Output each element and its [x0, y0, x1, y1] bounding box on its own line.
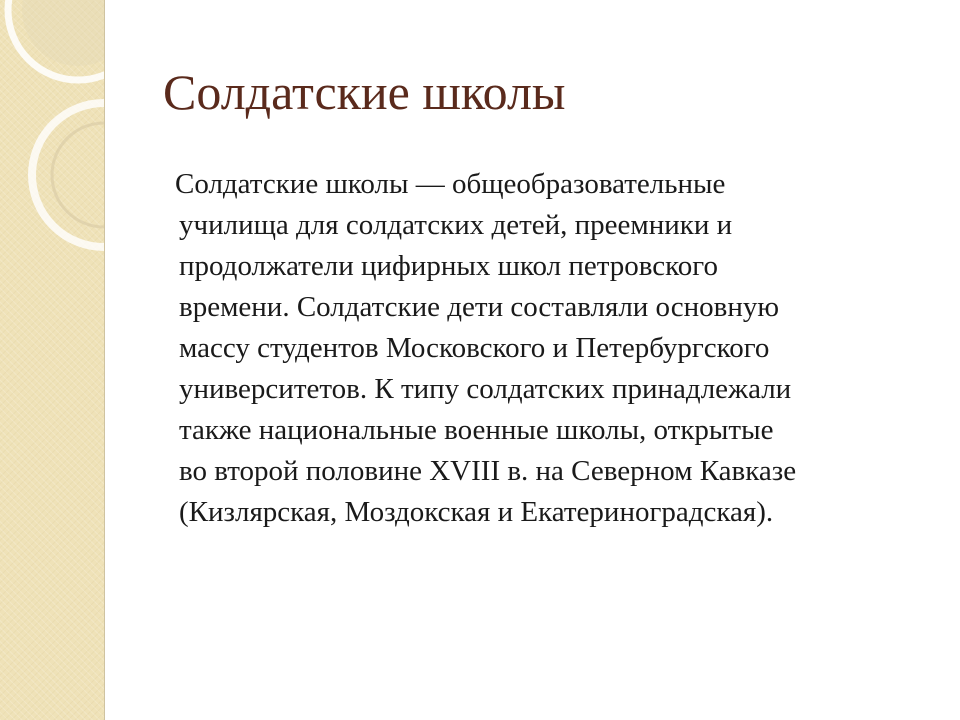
slide-title: Солдатские школы	[163, 64, 566, 120]
body-line: Солдатские школы — общеобразовательные	[175, 168, 726, 200]
body-line: во второй половине XVIII в. на Северном Кавказе	[179, 455, 797, 487]
body-line: училища для солдатских детей, преемники и	[179, 209, 733, 241]
body-line: университетов. К типу солдатских принадлежали	[179, 373, 792, 405]
body-paragraph	[175, 164, 935, 533]
body-line: (Кизлярская, Моздокская и Екатериноградская).	[179, 496, 774, 528]
body-line: времени. Солдатские дети составляли основную	[179, 291, 780, 323]
body-line: также национальные военные школы, открытые	[179, 414, 774, 446]
decorative-side-band	[0, 0, 105, 720]
body-line: массу студентов Московского и Петербургского	[179, 332, 770, 364]
decorative-circles-icon	[0, 0, 104, 260]
body-line: продолжатели цифирных школ петровского	[179, 250, 718, 282]
